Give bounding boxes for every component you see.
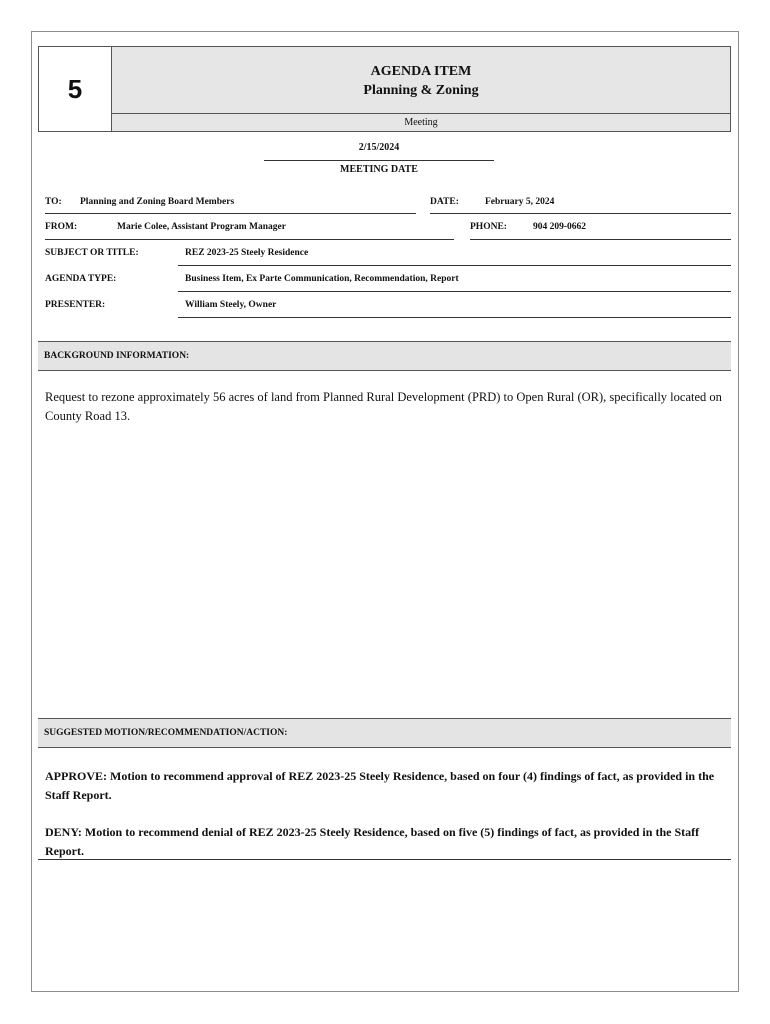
presenter-rule	[178, 317, 731, 318]
suggested-motion-heading: SUGGESTED MOTION/RECOMMENDATION/ACTION:	[38, 718, 731, 748]
from-rule	[45, 239, 454, 240]
background-text: Request to rezone approximately 56 acres of land from Planned Rural Development (PRD) to Open Rural (OR), specifically located on County Road 13.	[45, 390, 722, 423]
agenda-title-line2: Planning & Zoning	[363, 83, 479, 98]
meeting-type: Meeting	[112, 114, 730, 131]
deny-motion: DENY: Motion to recommend denial of REZ 2023-25 Steely Residence, based on five (5) findings of fact, as provided in the Staff Report.	[45, 825, 700, 858]
meeting-date-value: 2/15/2024	[358, 142, 400, 153]
phone-label: PHONE:	[470, 222, 507, 232]
date-rule	[430, 213, 731, 214]
from-label: FROM:	[45, 222, 78, 232]
background-heading: BACKGROUND INFORMATION:	[38, 341, 731, 371]
date-label: DATE:	[430, 197, 459, 207]
agenda-title	[112, 47, 730, 114]
presenter-value: William Steely, Owner	[185, 300, 277, 310]
agenda-header	[38, 46, 731, 132]
to-label: TO:	[45, 197, 62, 207]
presenter-label: PRESENTER:	[45, 300, 106, 310]
to-value: Planning and Zoning Board Members	[80, 197, 235, 207]
agenda-title-line1: AGENDA ITEM	[370, 64, 472, 79]
meeting-date-label: MEETING DATE	[340, 164, 418, 175]
approve-motion: APPROVE: Motion to recommend approval of REZ 2023-25 Steely Residence, based on four (4) findings of fact, as provided in the Staff Report.	[45, 769, 715, 802]
from-value: Marie Colee, Assistant Program Manager	[117, 222, 286, 232]
motion-bottom-rule	[38, 859, 731, 860]
phone-rule	[470, 239, 731, 240]
phone-value: 904 209-0662	[533, 222, 587, 232]
subject-value: REZ 2023-25 Steely Residence	[185, 248, 309, 258]
agenda-type-value: Business Item, Ex Parte Communication, Recommendation, Report	[185, 274, 459, 284]
meeting-date-rule	[264, 160, 494, 161]
date-value: February 5, 2024	[485, 197, 555, 207]
to-rule	[45, 213, 416, 214]
agenda-type-rule	[178, 291, 731, 292]
agenda-item-number: 5	[39, 47, 112, 131]
subject-rule	[178, 265, 731, 266]
subject-label: SUBJECT OR TITLE:	[45, 248, 139, 258]
agenda-type-label: AGENDA TYPE:	[45, 274, 117, 284]
